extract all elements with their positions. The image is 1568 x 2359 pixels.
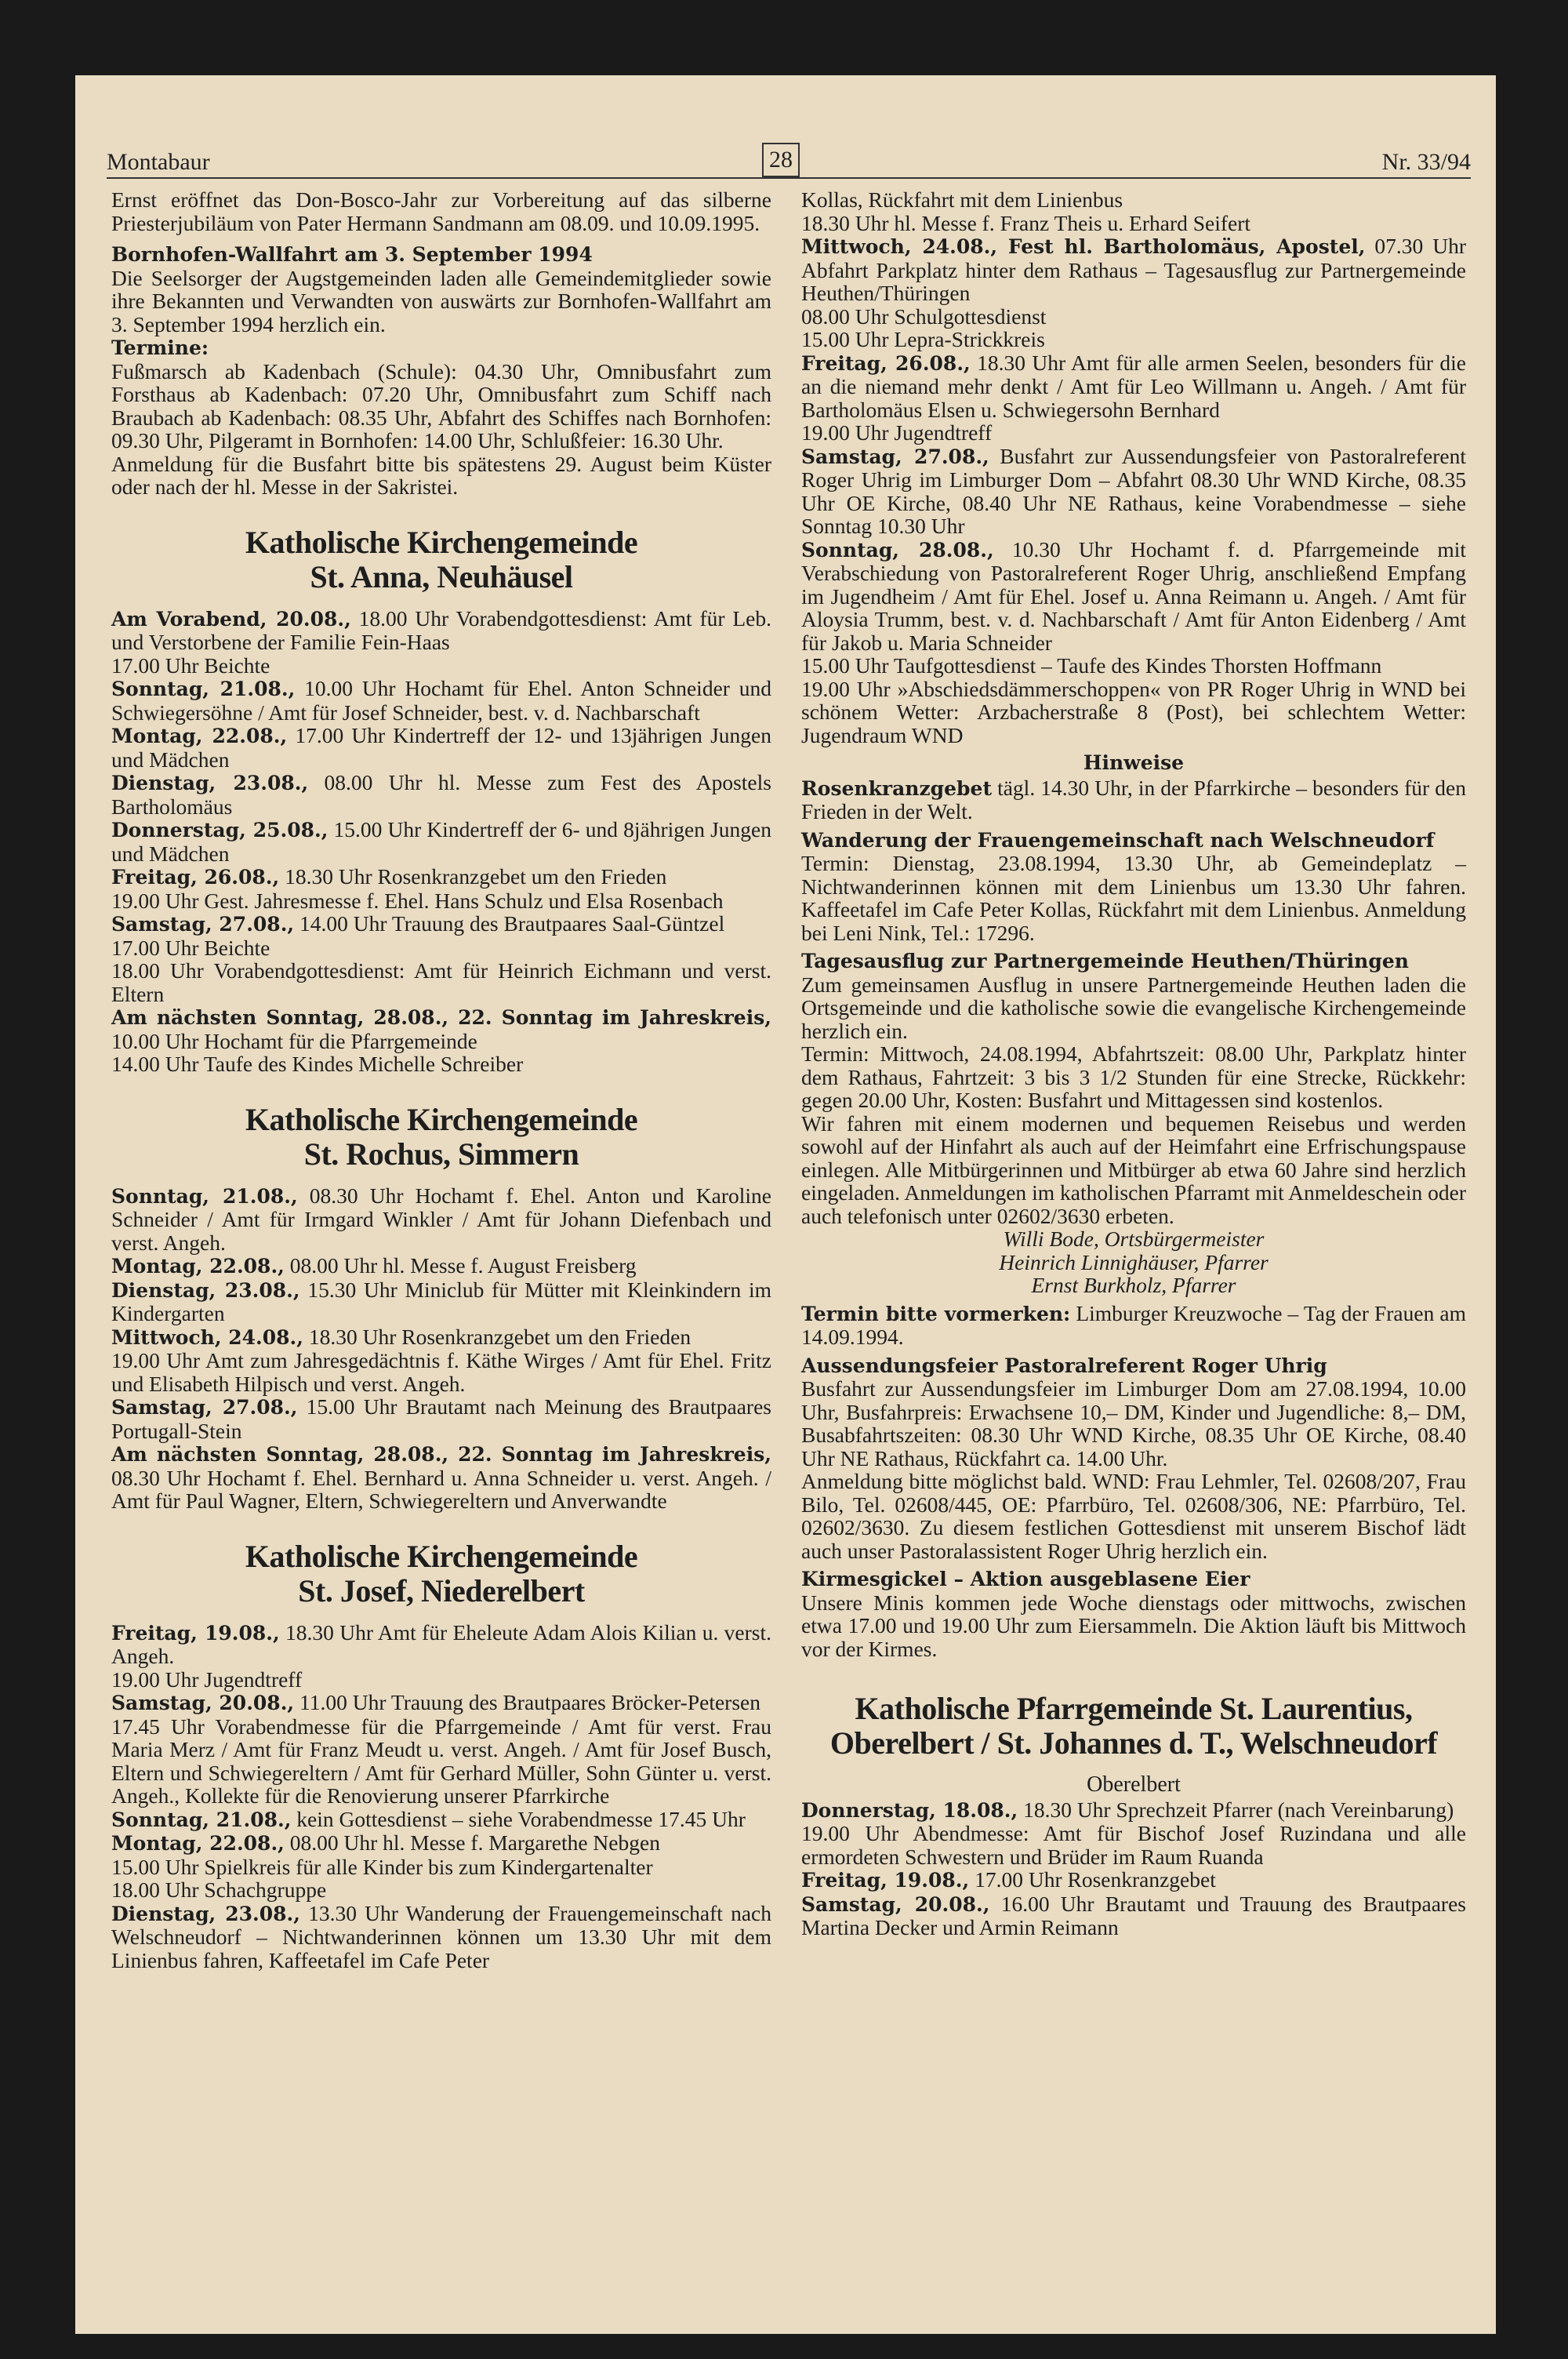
termin-vormerken-label: Termin bitte vormerken: <box>801 1302 1071 1325</box>
entry-text: 14.00 Uhr Trauung des Brautpaares Saal-Güntzel <box>294 911 725 936</box>
schedule-entry <box>111 936 771 960</box>
entry-date: Donnerstag, 18.08., <box>801 1798 1018 1822</box>
page-number: 28 <box>762 143 800 177</box>
rosenkranz-text: tägl. 14.30 Uhr, in der Pfarrkirche – besonders für den Frieden in der Welt. <box>801 775 1466 823</box>
entry-date: Sonntag, 28.08., <box>801 538 994 562</box>
ausflug-text-1: Zum gemeinsamen Ausflug in unsere Partnergemeinde Heuthen laden die Ortsgemeinde und die katholische sowie die evangelische Kirchengemeinde herzlich ein. <box>801 972 1466 1043</box>
entry-text: 17.00 Uhr Beichte <box>111 935 270 960</box>
entry-date: Samstag, 20.08., <box>801 1892 990 1916</box>
entry-date: Mittwoch, 24.08., <box>111 1325 303 1349</box>
entry-date: Freitag, 26.08., <box>801 351 971 375</box>
schedule-entry <box>111 1395 771 1442</box>
entry-text: 19.00 Uhr Abendmesse: Amt für Bischof Josef Ruzindana und alle ermordeten Schwestern und Brüder im Raum Ruanda <box>801 1821 1466 1869</box>
schedule-entry <box>801 445 1466 538</box>
entry-text: 17.00 Uhr Kindertreff der 12- und 13jährigen Jungen und Mädchen <box>111 723 772 772</box>
ausflug-heading: Tagesausflug zur Partnergemeinde Heuthen/Thüringen <box>801 950 1409 972</box>
signature-2: Heinrich Linnighäuser, Pfarrer <box>999 1249 1269 1274</box>
entry-text: 10.00 Uhr Hochamt für Ehel. Anton Schneider und Schwiegersöhne / Amt für Josef Schneider, best. v. d. Nachbarschaft <box>111 676 771 725</box>
schedule-entry <box>801 188 1466 212</box>
entry-text: 19.00 Uhr Jugendtreff <box>801 420 993 445</box>
entry-text: 18.30 Uhr hl. Messe f. Franz Theis u. Erhard Seifert <box>801 210 1251 235</box>
laurentius-title-line2: Oberelbert / St. Johannes d. T., Welschneudorf <box>829 1725 1438 1761</box>
schedule-entry <box>801 678 1466 747</box>
wanderung-text: Termin: Dienstag, 23.08.1994, 13.30 Uhr, ab Gemeindeplatz – Nichtwanderinnen können mit dem Linienbus um 13.30 Uhr fahren. Kaffeetafel im Cafe Peter Kollas, Rückfahrt mit dem Linienbus. Anmeldung bei Leni Nink, Tel.: 17296. <box>801 851 1466 945</box>
schedule-entry <box>801 421 1466 445</box>
entry-text: 18.00 Uhr Vorabendgottesdienst: Amt für Leb. und Verstorbene der Familie Fein-Haas <box>111 605 771 654</box>
schedule-entry <box>801 1868 1466 1892</box>
schedule-entry <box>801 1822 1466 1868</box>
entry-date: Sonntag, 21.08., <box>111 678 296 700</box>
aussendung-text-1: Busfahrt zur Aussendungsfeier im Limburger Dom am 27.08.1994, 10.00 Uhr, Busfahrpreis: Erwachsene 10,– DM, Kinder und Jugendliche: 8,– DM, Busabfahrtszeiten: 08.30 Uhr WND Kirche, 08.35 Uhr OE Kirche, 08.40 Uhr NE Rathaus, Rückfahrt ca. 14.00 Uhr. <box>801 1376 1466 1470</box>
ausflug-text-3: Wir fahren mit einem modernen und bequemen Reisebus und werden sowohl auf der Hinfahrt als auch auf der Heimfahrt eine Erfrischungspause einlegen. Alle Mitbürgerinnen und Mitbürger ab etwa 60 Jahre sind herzlich eingeladen. Anmeldungen im katholischen Pfarramt mit Anmeldeschein oder auch telefonisch unter 02602/3630 erbeten. <box>801 1110 1466 1228</box>
hinweise-heading: Hinweise <box>1083 751 1185 774</box>
rochus-title-line2: St. Rochus, Simmern <box>303 1136 579 1172</box>
wallfahrt-heading: Bornhofen-Wallfahrt am 3. September 1994 <box>111 243 593 266</box>
entry-date: Sonntag, 21.08., <box>111 1808 292 1831</box>
kirmes-text: Unsere Minis kommen jede Woche dienstags oder mittwochs, zwischen etwa 17.00 und 19.00 Uhr zum Eiersammeln. Die Aktion läuft bis Mittwoch vor der Kirmes. <box>801 1590 1466 1661</box>
entry-date: Donnerstag, 25.08., <box>111 819 328 841</box>
header-issue: Nr. 33/94 <box>1381 149 1471 175</box>
schedule-entry <box>111 1831 771 1856</box>
schedule-entry <box>801 1798 1466 1823</box>
schedule-entry <box>111 1621 771 1668</box>
rochus-section-title <box>111 1103 771 1172</box>
schedule-entry <box>111 724 771 771</box>
schedule-entry <box>111 1808 771 1832</box>
entry-date: Montag, 22.08., <box>111 725 288 747</box>
header-place: Montabaur <box>107 149 210 175</box>
entry-text: 19.00 Uhr Amt zum Jahresgedächtnis f. Käthe Wirges / Amt für Ehel. Fritz und Elisabeth Hilpisch und verst. Angeh. <box>111 1348 771 1396</box>
entry-date: Am nächsten Sonntag, 28.08., 22. Sonntag im Jahreskreis, <box>111 1443 771 1466</box>
left-column <box>111 188 771 1972</box>
schedule-entry <box>111 1902 771 1972</box>
entry-text: 08.00 Uhr hl. Messe zum Fest des Apostels Bartholomäus <box>111 770 771 819</box>
entry-text: 08.30 Uhr Hochamt f. Ehel. Anton und Karoline Schneider / Amt für Irmgard Winkler / Amt für Johann Diefenbach und verst. Angeh. <box>111 1183 771 1255</box>
anna-title-line2: St. Anna, Neuhäusel <box>310 558 573 594</box>
entry-text: 19.00 Uhr Jugendtreff <box>111 1667 303 1692</box>
rochus-title-line1: Katholische Kirchengemeinde <box>245 1101 638 1137</box>
schedule-entry <box>111 607 771 654</box>
kirmes-heading: Kirmesgickel – Aktion ausgeblasene Eier <box>801 1568 1250 1590</box>
entry-text: 17.00 Uhr Rosenkranzgebet <box>969 1867 1216 1892</box>
entry-text: 16.00 Uhr Brautamt und Trauung des Brautpaares Martina Decker und Armin Reimann <box>801 1891 1466 1939</box>
aussendung-heading: Aussendungsfeier Pastoralreferent Roger Uhrig <box>801 1354 1327 1377</box>
schedule-entry <box>801 654 1466 678</box>
schedule-entry <box>801 212 1466 235</box>
schedule-entry <box>111 1668 771 1692</box>
rosenkranz-entry <box>801 776 1466 823</box>
entry-date: Freitag, 19.08., <box>801 1869 970 1892</box>
schedule-entry <box>801 328 1466 351</box>
entry-text: 15.00 Uhr Spielkreis für alle Kinder bis zum Kindergartenalter <box>111 1854 653 1879</box>
entry-date: Dienstag, 23.08., <box>111 772 309 794</box>
anna-section-title <box>111 525 771 594</box>
schedule-entry <box>111 959 771 1005</box>
entry-text: Kollas, Rückfahrt mit dem Linienbus <box>801 187 1123 212</box>
entry-date: Samstag, 20.08., <box>111 1692 295 1714</box>
laurentius-title-line1: Katholische Pfarrgemeinde St. Laurentius, <box>855 1691 1413 1726</box>
josef-section-title <box>111 1539 771 1608</box>
rochus-entries <box>111 1184 771 1513</box>
entry-text: 15.00 Uhr Lepra-Strickkreis <box>801 327 1045 351</box>
entry-text: 08.00 Uhr hl. Messe f. Margarethe Nebgen <box>284 1830 660 1855</box>
ausflug-text-2: Termin: Mittwoch, 24.08.1994, Abfahrtszeit: 08.00 Uhr, Parkplatz hinter dem Rathaus, Fahrtzeit: 3 bis 3 1/2 Stunden für eine Strecke, Rückkehr: gegen 20.00 Uhr, Kosten: Busfahrt und Mittagessen sind kostenlos. <box>801 1041 1466 1112</box>
schedule-entry <box>111 1005 771 1052</box>
schedule-entry <box>111 654 771 678</box>
laurentius-section-title <box>801 1692 1466 1761</box>
entry-text: 11.00 Uhr Trauung des Brautpaares Bröcker-Petersen <box>294 1690 760 1714</box>
entry-date: Am Vorabend, 20.08., <box>111 607 351 631</box>
entry-text: 17.45 Uhr Vorabendmesse für die Pfarrgemeinde / Amt für verst. Frau Maria Merz / Amt für Franz Meudt u. verst. Angeh. / Amt für Josef Busch, Eltern und Schwiegereltern / Amt für Gerhard Müller, Sohn Günter u. verst. Angeh., Kollekte für die Renovierung unserer Pfarrkirche <box>111 1714 771 1808</box>
entry-date: Samstag, 27.08., <box>111 1396 298 1419</box>
schedule-entry <box>111 865 771 889</box>
right-column <box>801 188 1466 1939</box>
schedule-entry <box>111 1254 771 1278</box>
entry-text: 15.00 Uhr Kindertreff der 6- und 8jährigen Jungen und Mädchen <box>111 817 771 866</box>
entry-text: 18.30 Uhr Rosenkranzgebet um den Frieden <box>303 1324 691 1349</box>
schedule-entry <box>801 351 1466 422</box>
schedule-entry <box>111 1184 771 1255</box>
signature-3: Ernst Burkholz, Pfarrer <box>1031 1273 1236 1297</box>
wanderung-heading: Wanderung der Frauengemeinschaft nach Welschneudorf <box>801 828 1435 852</box>
entry-text: kein Gottesdienst – siehe Vorabendmesse 17.45 Uhr <box>291 1806 746 1831</box>
entry-text: 19.00 Uhr Gest. Jahresmesse f. Ehel. Hans Schulz und Elsa Rosenbach <box>111 888 724 913</box>
termine-text: Fußmarsch ab Kadenbach (Schule): 04.30 Uhr, Omnibusfahrt zum Forsthaus ab Kadenbach: 07.20 Uhr, Omnibusfahrt zum Schiff nach Braubach ab Kadenbach: 08.35 Uhr, Abfahrt des Schiffes nach Bornhofen: 09.30 Uhr, Pilgeramt in Bornhofen: 14.00 Uhr, Schlußfeier: 16.30 Uhr. <box>111 358 771 453</box>
schedule-entry <box>111 1856 771 1879</box>
entry-text: Busfahrt zur Aussendungsfeier von Pastoralreferent Roger Uhrig im Limburger Dom – Abfahrt 08.30 Uhr WND Kirche, 08.35 Uhr OE Kirche, 08.40 Uhr NE Rathaus, keine Vorabendmesse – siehe Sonntag 10.30 Uhr <box>801 443 1466 538</box>
josef-entries <box>111 1621 771 1972</box>
entry-date: Sonntag, 21.08., <box>111 1184 298 1208</box>
wallfahrt-text: Die Seelsorger der Augstgemeinden laden alle Gemeindemitglieder sowie ihre Bekannten und Verwandten von auswärts zur Bornhofen-Wallfahrt am 3. September 1994 herzlich ein. <box>111 265 771 336</box>
intro-paragraph: Ernst eröffnet das Don-Bosco-Jahr zur Vorbereitung auf das silberne Priesterjubiläum von Pater Hermann Sandmann am 08.09. und 10.09.1995. <box>111 187 771 235</box>
entry-date: Freitag, 26.08., <box>111 866 280 889</box>
schedule-entry <box>801 1892 1466 1939</box>
anna-entries <box>111 607 771 1076</box>
schedule-entry <box>111 889 771 913</box>
schedule-entry <box>801 538 1466 655</box>
entry-text: 15.00 Uhr Brautamt nach Meinung des Brautpaares Portugall-Stein <box>111 1394 771 1443</box>
entry-text: 17.00 Uhr Beichte <box>111 652 270 678</box>
anna-title-line1: Katholische Kirchengemeinde <box>245 524 638 560</box>
entry-date: Dienstag, 23.08., <box>111 1278 300 1302</box>
entry-text: 13.30 Uhr Wanderung der Frauengemeinschaft nach Welschneudorf – Nichtwanderinnen können um 13.30 Uhr mit dem Linienbus fahren, Kaffeetafel im Cafe Peter <box>111 1900 771 1972</box>
entry-text: 18.30 Uhr Sprechzeit Pfarrer (nach Vereinbarung) <box>1018 1797 1454 1822</box>
entry-text: 14.00 Uhr Taufe des Kindes Michelle Schreiber <box>111 1052 524 1076</box>
entry-text: 19.00 Uhr »Abschiedsdämmerschoppen« von PR Roger Uhrig in WND bei schönem Wetter: Arzbacherstraße 8 (Post), bei schlechtem Wetter: Jugendraum WND <box>801 676 1466 747</box>
entry-date: Montag, 22.08., <box>111 1255 285 1278</box>
schedule-entry <box>111 818 771 865</box>
schedule-entry <box>111 1878 771 1902</box>
schedule-entry <box>111 1325 771 1350</box>
entry-text: 15.00 Uhr Taufgottesdienst – Taufe des Kindes Thorsten Hoffmann <box>801 653 1382 678</box>
entry-text: 08.30 Uhr Hochamt f. Ehel. Bernhard u. Anna Schneider u. verst. Angeh. / Amt für Paul Wagner, Eltern, Schwiegereltern und Anverwandte <box>111 1465 771 1513</box>
aussendung-text-2: Anmeldung bitte möglichst bald. WND: Frau Lehmler, Tel. 02608/207, Frau Bilo, Tel. 02608/445, OE: Pfarrbüro, Tel. 02608/306, NE: Pfarrbüro, Tel. 02602/3630. Zu diesem festlichen Gottesdienst mit unserem Bischof lädt auch unser Pastoralassistent Roger Uhrig herzlich ein. <box>801 1469 1466 1563</box>
schedule-entry <box>801 234 1466 305</box>
entry-date: Samstag, 27.08., <box>111 913 295 936</box>
schedule-entry <box>111 677 771 724</box>
entry-text: 18.30 Uhr Amt für alle armen Seelen, besonders für die an die niemand mehr denkt / Amt für Leo Willmann u. Angeh. / Amt für Bartholomäus Elsen u. Schwiegersohn Bernhard <box>801 350 1466 422</box>
entry-date: Am nächsten Sonntag, 28.08., 22. Sonntag im Jahreskreis, <box>111 1006 771 1029</box>
schedule-entry <box>111 1691 771 1715</box>
entry-text: 10.00 Uhr Hochamt für die Pfarrgemeinde <box>111 1028 477 1053</box>
oberelbert-heading: Oberelbert <box>1087 1772 1181 1797</box>
termin-vormerken <box>801 1302 1466 1349</box>
laurentius-entries <box>801 1798 1466 1939</box>
entry-date: Mittwoch, 24.08., Fest hl. Bartholomäus, Apostel, <box>801 235 1366 258</box>
schedule-entry <box>111 1052 771 1076</box>
entry-text: 18.00 Uhr Vorabendgottesdienst: Amt für Heinrich Eichmann und verst. Eltern <box>111 958 771 1006</box>
schedule-entry <box>111 771 771 818</box>
entry-text: 18.30 Uhr Rosenkranzgebet um den Frieden <box>279 864 667 889</box>
schedule-entry <box>111 1349 771 1395</box>
entry-date: Samstag, 27.08., <box>801 445 989 468</box>
entry-date: Montag, 22.08., <box>111 1832 285 1855</box>
termin-vormerken-text: Limburger Kreuzwoche – Tag der Frauen am 14.09.1994. <box>801 1300 1467 1349</box>
entry-date: Dienstag, 23.08., <box>111 1902 300 1925</box>
josef-title-line2: St. Josef, Niederelbert <box>298 1572 585 1608</box>
schedule-entry <box>111 1442 771 1513</box>
entry-text: 07.30 Uhr Abfahrt Parkplatz hinter dem Rathaus – Tagesausflug zur Partnergemeinde Heuthen/Thüringen <box>801 234 1466 305</box>
josef-title-line1: Katholische Kirchengemeinde <box>245 1538 638 1574</box>
schedule-entry <box>111 912 771 936</box>
entry-text: 10.30 Uhr Hochamt f. d. Pfarrgemeinde mit Verabschiedung von Pastoralreferent Roger Uhrig, anschließend Empfang im Jugendheim / Amt für Ehel. Josef u. Anna Reimann u. Angeh. / Amt für Aloysia Trumm, best. v. d. Nachbarschaft / Amt für Anton Eidenberg / Amt für Jakob u. Maria Schneider <box>801 536 1466 655</box>
entry-text: 18.30 Uhr Amt für Eheleute Adam Alois Kilian u. verst. Angeh. <box>111 1619 772 1668</box>
rosenkranz-label: Rosenkranzgebet <box>801 776 992 800</box>
schedule-entry <box>111 1715 771 1808</box>
entry-text: 08.00 Uhr Schulgottesdienst <box>801 304 1047 329</box>
anmeldung-text: Anmeldung für die Busfahrt bitte bis spätestens 29. August beim Küster oder nach der hl. Messe in der Sakristei. <box>111 451 771 499</box>
page-header <box>107 149 1471 179</box>
entry-text: 15.30 Uhr Miniclub für Mütter mit Kleinkindern im Kindergarten <box>111 1277 771 1325</box>
entry-text: 18.00 Uhr Schachgruppe <box>111 1877 327 1902</box>
entry-text: 08.00 Uhr hl. Messe f. August Freisberg <box>284 1253 637 1278</box>
signature-1: Willi Bode, Ortsbürgermeister <box>1003 1227 1265 1251</box>
schedule-entry <box>801 305 1466 329</box>
termine-label: Termine: <box>111 336 209 359</box>
entry-date: Freitag, 19.08., <box>111 1621 280 1645</box>
continued-entries <box>801 188 1466 747</box>
schedule-entry <box>111 1278 771 1325</box>
